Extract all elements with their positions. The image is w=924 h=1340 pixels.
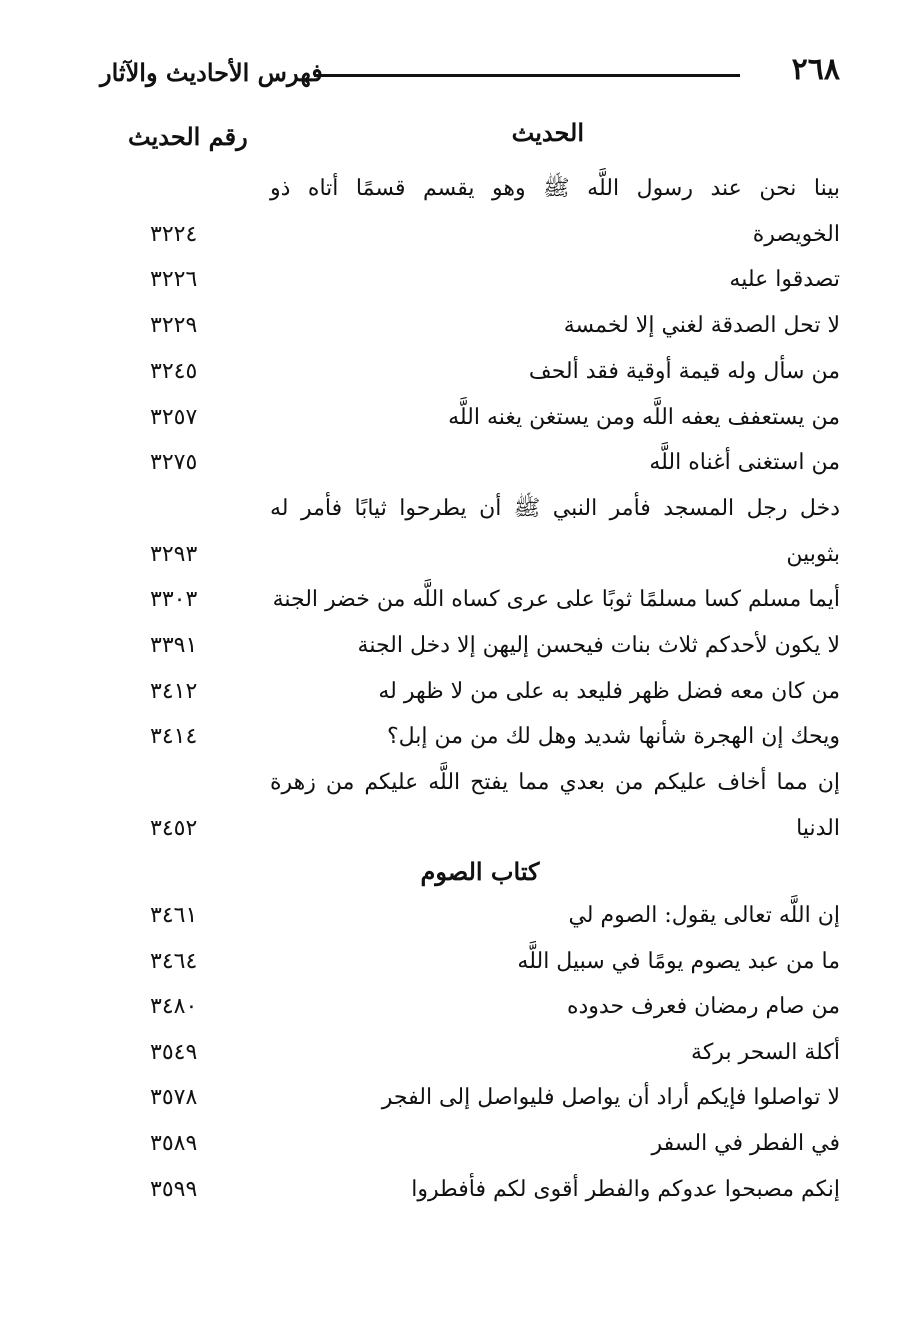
hadith-text: من صام رمضان فعرف حدوده [566,994,840,1020]
hadith-text: من استغنى أغناه اللَّه [649,450,840,476]
hadith-text: دخل رجل المسجد فأمر النبي ﷺ أن يطرحوا ثيابًا فأمر له [270,495,840,521]
list-item [120,440,840,486]
hadith-number: ٣٢٢٦ [150,267,198,293]
list-item [120,1121,840,1167]
hadith-text: بينا نحن عند رسول اللَّه ﷺ وهو يقسم قسمًا أتاه ذو [270,176,840,201]
list-item [120,395,840,441]
hadith-number: ٣٥٨٩ [150,1131,198,1156]
hadith-text: في الفطر في السفر [651,1131,840,1156]
hadith-number: ٣٢٧٥ [150,450,198,476]
list-item [120,212,840,258]
hadith-text: بثوبين [786,541,840,567]
hadith-text: إنكم مصبحوا عدوكم والفطر أقوى لكم فأفطروا [411,1176,840,1202]
hadith-text: لا يكون لأحدكم ثلاث بنات فيحسن إليهن إلا دخل الجنة [357,633,840,658]
hadith-text: لا تواصلوا فإيكم أراد أن يواصل فليواصل إلى الفجر [381,1085,840,1111]
hadith-number: ٣٤١٢ [150,678,198,704]
list-item [120,669,840,715]
number-column-heading: رقم الحديث [128,122,248,151]
hadith-text: من يستعفف يعفه اللَّه ومن يستغن يغنه اللَّه [448,404,840,430]
list-item [120,486,840,532]
list-item [120,303,840,349]
hadith-number: ٣٣٩١ [150,633,198,658]
hadith-text: الخويصرة [752,221,840,247]
list-item [120,577,840,623]
list-item [120,984,840,1030]
hadith-number: ٣٥٤٩ [150,1039,198,1065]
header-rule [314,74,740,77]
hadith-text: من كان معه فضل ظهر فليعد به على من لا ظهر له [378,678,840,704]
page-header [100,52,850,102]
hadith-text: الدنيا [796,815,840,841]
list-item [120,893,840,939]
hadith-number: ٣٢٢٩ [150,313,198,339]
list-item [120,532,840,578]
hadith-number: ٣٢٢٤ [150,221,198,247]
section-title: كتاب الصوم [420,857,540,886]
list-item [120,1030,840,1076]
hadith-number: ٣٤٥٢ [150,815,198,841]
hadith-text: ما من عبد يصوم يومًا في سبيل اللَّه [517,948,840,974]
running-title: فهرس الأحاديث والآثار [100,58,323,87]
list-item [120,714,840,760]
hadith-text: تصدقوا عليه [729,267,840,293]
hadith-number: ٣٢٤٥ [150,358,198,384]
hadith-column-heading: الحديث [511,118,584,147]
hadith-text: أكلة السحر بركة [691,1039,840,1065]
list-item [120,1167,840,1213]
hadith-text: إن مما أخاف عليكم من بعدي مما يفتح اللَّه عليكم من زهرة [270,770,840,796]
hadith-number: ٣٤١٤ [150,724,198,750]
hadith-text: إن اللَّه تعالى يقول: الصوم لي [568,903,840,928]
hadith-text: أيما مسلم كسا مسلمًا ثوبًا على عرى كساه اللَّه من خضر الجنة [272,587,840,613]
hadith-number: ٣٤٦١ [150,903,198,928]
page-number: ٢٦٨ [791,52,840,87]
hadith-number: ٣٤٦٤ [150,948,198,974]
hadith-number: ٣٥٩٩ [150,1176,198,1202]
hadith-number: ٣٤٨٠ [150,994,198,1020]
hadith-text: لا تحل الصدقة لغني إلا لخمسة [563,313,840,339]
list-item [120,939,840,985]
hadith-number: ٣٢٩٣ [150,541,198,567]
list-item [120,257,840,303]
list-item [120,623,840,669]
hadith-number: ٣٣٠٣ [150,587,198,613]
list-item [120,349,840,395]
list-item [120,1075,840,1121]
list-item [120,806,840,852]
hadith-text: من سأل وله قيمة أوقية فقد ألحف [528,358,840,384]
hadith-number: ٣٥٧٨ [150,1085,198,1111]
list-item [120,760,840,806]
hadith-number: ٣٢٥٧ [150,404,198,430]
hadith-text: ويحك إن الهجرة شأنها شديد وهل لك من من إبل؟ [386,724,840,750]
list-item [120,166,840,212]
